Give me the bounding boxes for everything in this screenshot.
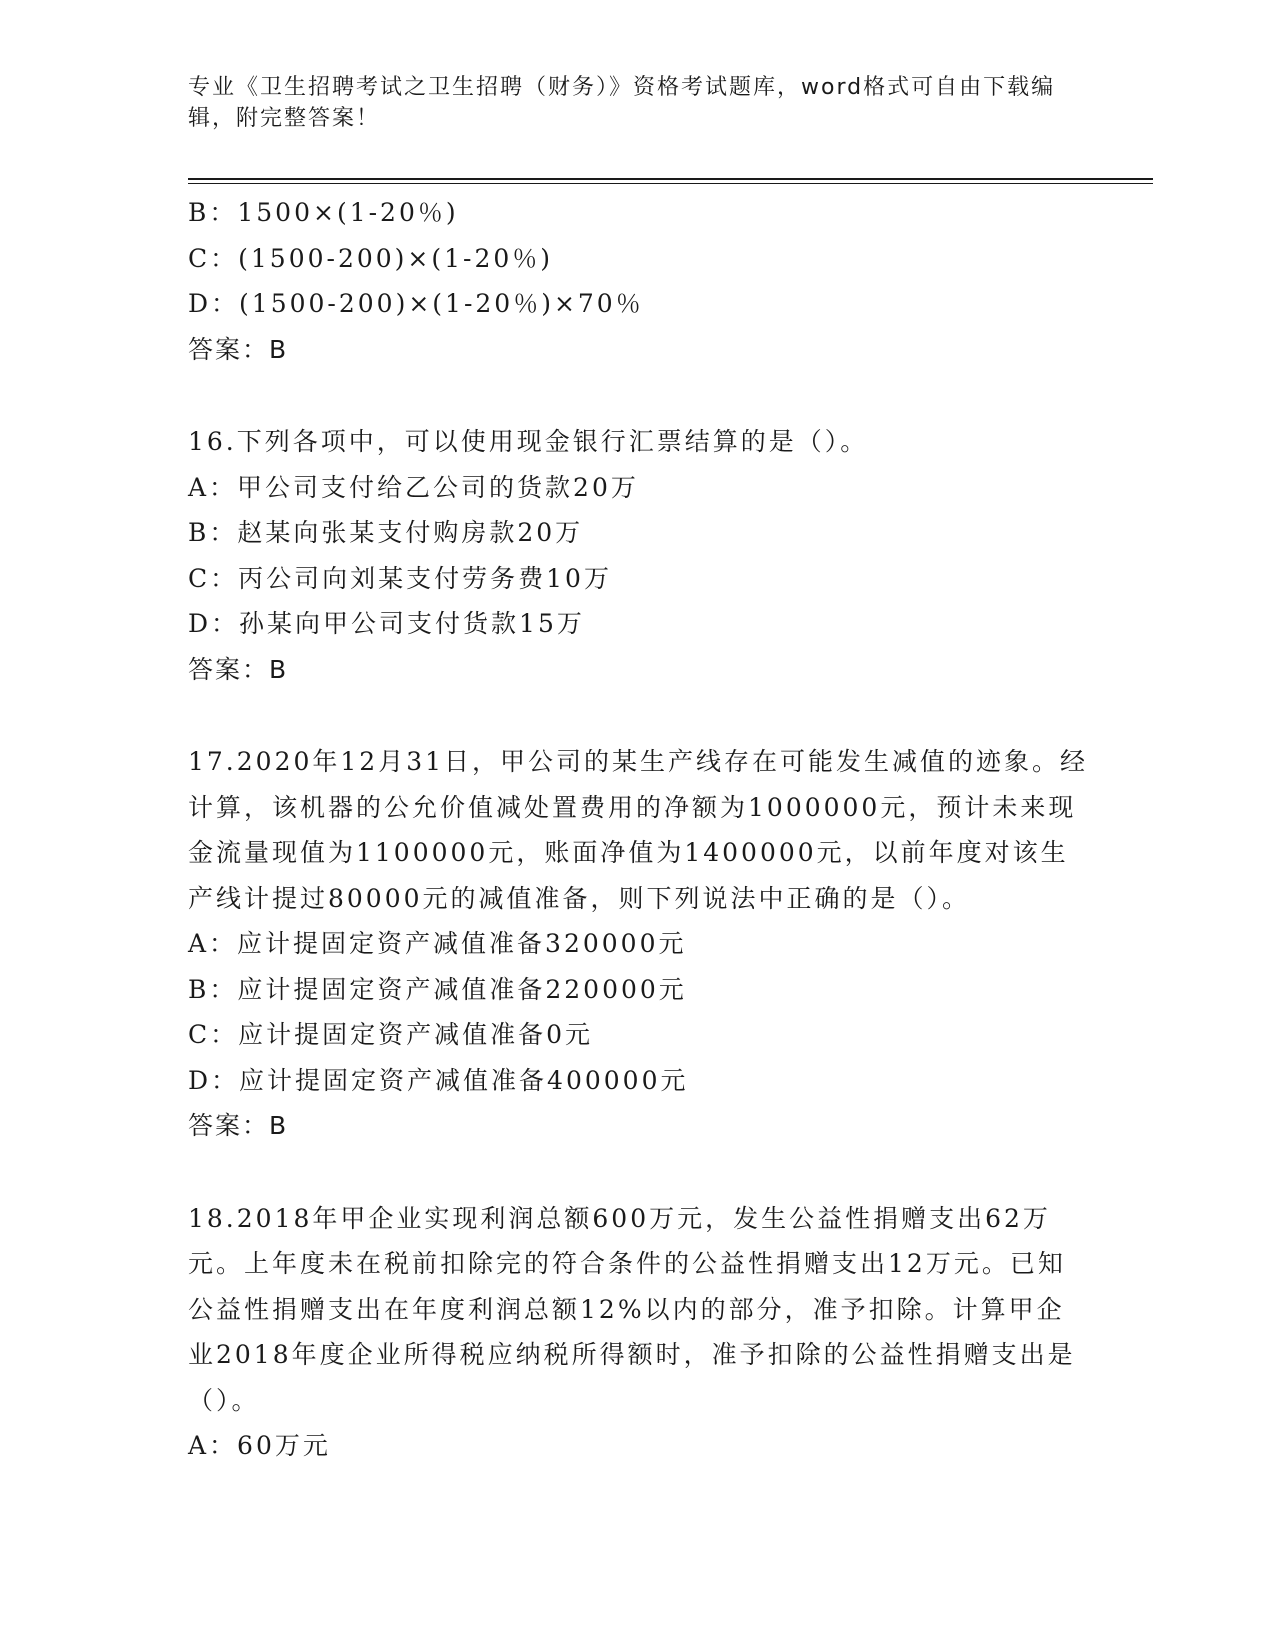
- q17-option-a: A：应计提固定资产减值准备320000元: [188, 929, 687, 958]
- q18-option-a: A：60万元: [188, 1431, 331, 1460]
- q17-answer: 答案：B: [188, 1111, 289, 1140]
- spacer: [188, 692, 1088, 739]
- q15-option-d: D：(1500-200)×(1-20％)×70％: [188, 289, 644, 318]
- q18-stem: 18.2018年甲企业实现利润总额600万元，发生公益性捐赠支出62万元。上年度未在税前扣除完的符合条件的公益性捐赠支出12万元。已知公益性捐赠支出在年度利润总额12%以内的部分，准予扣除。计算甲企业2018年度企业所得税应纳税所得额时，准予扣除的公益性捐赠支出是（）。: [188, 1203, 1076, 1415]
- q17-option-c: C：应计提固定资产减值准备0元: [188, 1020, 594, 1049]
- q16-option-d: D：孙某向甲公司支付货款15万: [188, 609, 585, 638]
- q16-option-c: C：丙公司向刘某支付劳务费10万: [188, 563, 612, 593]
- document-body: [188, 190, 1088, 1469]
- header-rule: [188, 178, 1153, 184]
- q17-option-b: B：应计提固定资产减值准备220000元: [188, 974, 687, 1004]
- spacer: [188, 372, 1088, 419]
- q17-stem: 17.2020年12月31日，甲公司的某生产线存在可能发生减值的迹象。经计算，该机器的公允价值减处置费用的净额为1000000元，预计未来现金流量现值为1100000元，账面净值为1400000元，以前年度对该生产线计提过80000元的减值准备，则下列说法中正确的是（）。: [188, 747, 1089, 913]
- header-title: 专业《卫生招聘考试之卫生招聘（财务）》资格考试题库，word格式可自由下载编辑，附完整答案！: [188, 75, 1056, 131]
- spacer: [188, 1149, 1088, 1196]
- q16-stem: 16.下列各项中，可以使用现金银行汇票结算的是（）。: [188, 427, 869, 456]
- question-18: [188, 1196, 1088, 1469]
- q16-answer: 答案：B: [188, 654, 289, 684]
- q15-answer: 答案：B: [188, 334, 289, 364]
- question-15: [188, 190, 1088, 372]
- q16-option-a: A：甲公司支付给乙公司的货款20万: [188, 472, 639, 502]
- page-header: [188, 72, 1088, 134]
- q17-option-d: D：应计提固定资产减值准备400000元: [188, 1065, 689, 1095]
- q16-option-b: B：赵某向张某支付购房款20万: [188, 518, 584, 547]
- question-17: [188, 739, 1088, 1149]
- q15-option-b: B：1500×(1-20％): [188, 198, 459, 227]
- q15-option-c: C：(1500-200)×(1-20％): [188, 243, 554, 273]
- question-16: [188, 419, 1088, 692]
